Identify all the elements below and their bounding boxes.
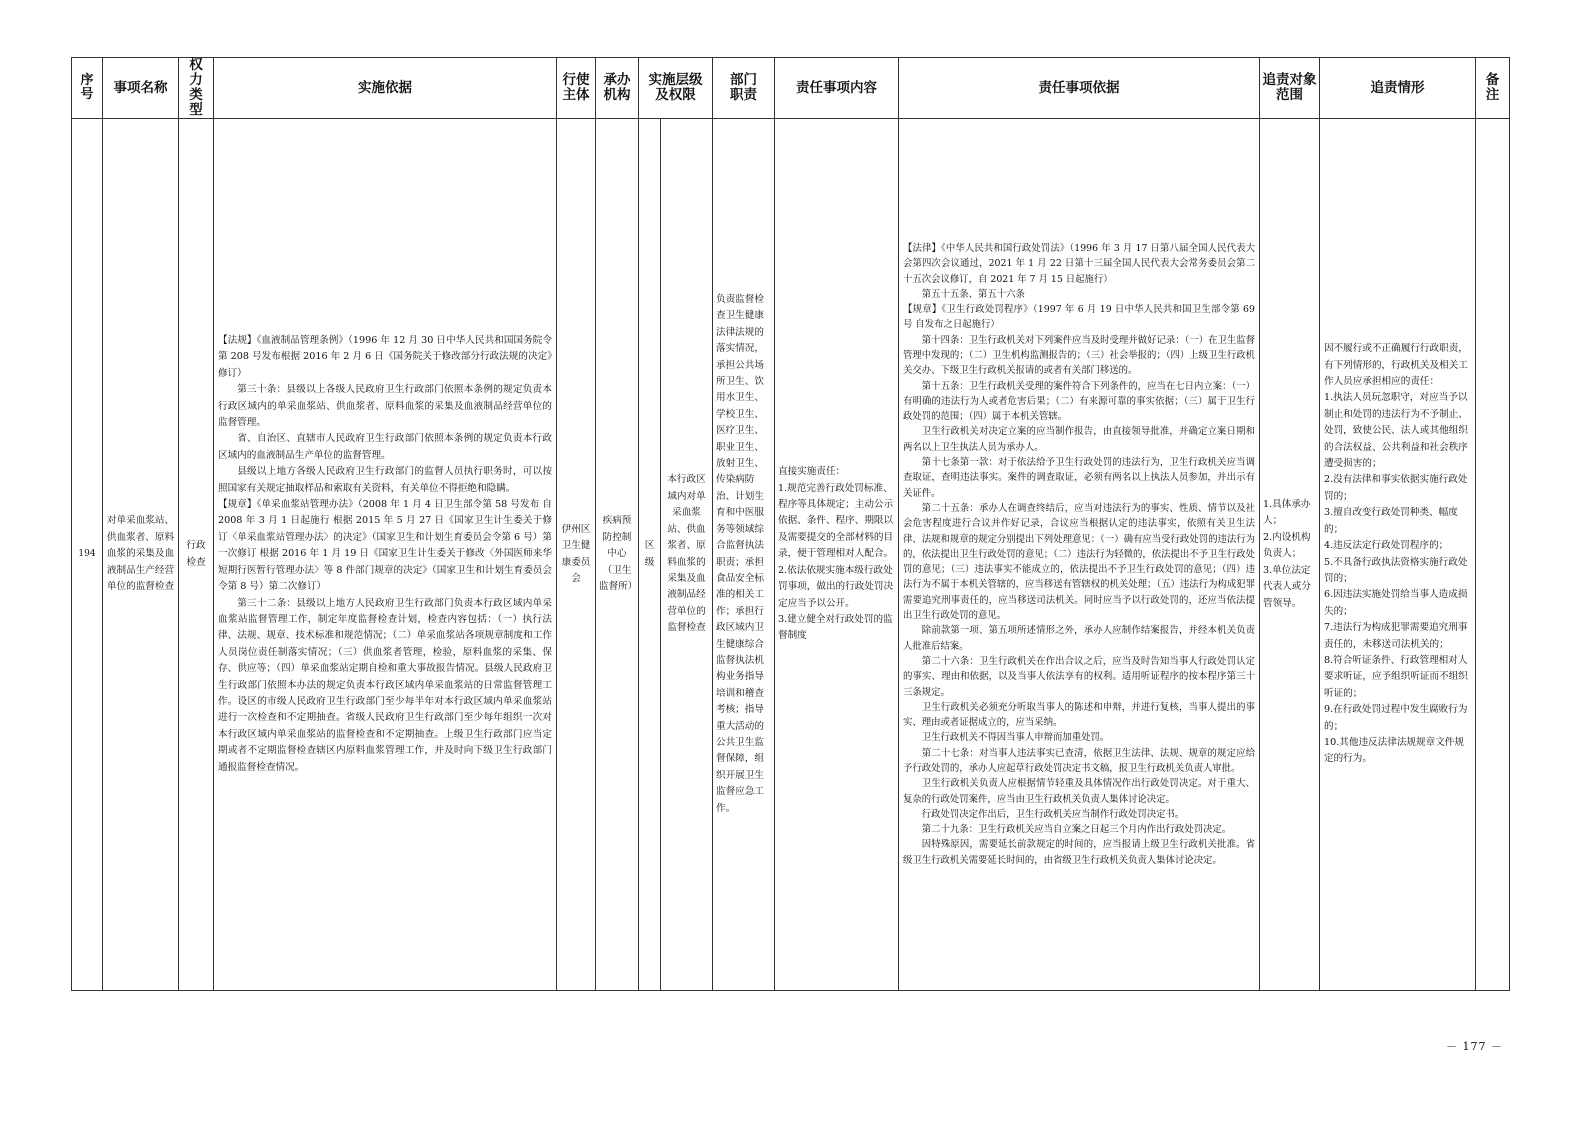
penalty-line: 7.违法行为构成犯罪需要追究刑事责任的，未移送司法机关的； (1324, 622, 1468, 650)
row-authority: 本行政区域内对单采血浆站、供血浆者、原料血浆的采集及血液制品经营单位的监督检查 (661, 119, 713, 991)
row-subject: 伊州区卫生健康委员会 (557, 119, 596, 991)
scope-line: 3.单位法定代表人或分管领导。 (1263, 564, 1311, 609)
header-name: 事项名称 (103, 58, 179, 119)
resp-basis-paragraph: 卫生行政机关对决定立案的应当制作报告，由直接领导批准，并确定立案日期和两名以上卫生执法人员为承办人。 (903, 426, 1255, 453)
header-resp-basis: 责任事项依据 (899, 58, 1260, 119)
resp-basis-paragraph: 卫生行政机关必须充分听取当事人的陈述和申辩，并进行复核，当事人提出的事实、理由或者证据成立的，应当采纳。 (903, 701, 1255, 729)
scope-line: 2.内设机构负责人； (1263, 531, 1311, 560)
header-duty: 部门职责 (713, 58, 775, 119)
resp-basis-paragraph: 卫生行政机关负责人应根据情节轻重及具体情况作出行政处罚决定。对于重大、复杂的行政处罚案件，应当由卫生行政机关负责人集体讨论决定。 (903, 778, 1255, 805)
basis-paragraph: 第三十二条：县级以上地方人民政府卫生行政部门负责本行政区域内单采血浆站监督管理工作，制定年度监督检查计划，检查内容包括：（一）执行法律、法规、规章、技术标准和规范情况；（二）单采血浆站各项规章制度和工作人员岗位责任制落实情况；（三）供血浆者管理，检验，原料血浆的采集、保存、供应等；（四）单采血浆站定期自检和重大事故报告情况。县级人民政府卫生行政部门依照本办法的规定负责本行政区域内单采血浆站的日常监督管理工作。设区的市级人民政府卫生行政部门至少每半年对本行政区域内单采血浆站进行一次检查和不定期抽查。省级人民政府卫生行政部门至少每年组织一次对本行政区域内单采血浆站的监督检查和不定期抽查。上级卫生行政部门应当定期或者不定期监督检查辖区内原料血浆管理工作，并及时向下级卫生行政部门通报监督检查情况。 (218, 597, 552, 773)
row-remark (1476, 119, 1510, 991)
row-power-type: 行政检查 (179, 119, 214, 991)
penalty-line: 2.没有法律和事实依据实施行政处罚的； (1324, 474, 1468, 502)
resp-basis-paragraph: 因特殊原因，需要延长前款规定的时间的，应当报请上级卫生行政机关批准。省级卫生行政机关需要延长时间的，由省级卫生行政机关负责人集体讨论决定。 (903, 839, 1255, 866)
resp-basis-paragraph: 行政处罚决定作出后，卫生行政机关应当制作行政处罚决定书。 (921, 808, 1185, 820)
scope-line: 1.具体承办人； (1263, 499, 1311, 527)
penalty-line: 3.擅自改变行政处罚种类、幅度的； (1324, 507, 1458, 535)
row-penalty (1320, 119, 1476, 991)
header-resp: 责任事项内容 (775, 58, 899, 119)
header-subject: 行使主体 (557, 58, 596, 119)
header-scope: 追责对象范围 (1260, 58, 1320, 119)
row-name: 对单采血浆站、供血浆者、原料血浆的采集及血液制品生产经营单位的监督检查 (103, 119, 179, 991)
table-row (72, 119, 1510, 991)
basis-paragraph: 第三十条：县级以上各级人民政府卫生行政部门依照本条例的规定负责本行政区域内的单采血浆站、供血浆者、原料血浆的采集及血液制品经营单位的监督管理。 (218, 384, 552, 429)
header-power-type: 权力类型 (179, 58, 214, 119)
resp-basis-paragraph: 【规章】《卫生行政处罚程序》（1997 年 6 月 19 日中华人民共和国卫生部令第 69 号 自发布之日起施行） (903, 304, 1255, 331)
header-level: 实施层级及权限 (639, 58, 713, 119)
header-row (72, 58, 1510, 119)
resp-basis-paragraph: 第二十五条：承办人在调查终结后，应当对违法行为的事实、性质、情节以及社会危害程度进行合议并作好记录，合议应当根据认定的违法事实，依照有关卫生法律、法规和规章的规定分别提出下列处理意见：（一）确有应当受行政处罚的违法行为的，依法提出卫生行政处罚的意见；（二）违法行为轻微的，依法提出不予卫生行政处罚的意见；（三）违法事实不能成立的，依法提出不予卫生行政处罚的意见；（四）违法行为不属于本机关管辖的，应当移送有管辖权的机关处理；（五）违法行为构成犯罪需要追究刑事责任的，应当移送司法机关。同时应当予以行政处罚的，还应当依法提出卫生行政处罚的意见。 (903, 502, 1255, 622)
resp-basis-paragraph: 【法律】《中华人民共和国行政处罚法》（1996 年 3 月 17 日第八届全国人民代表大会第四次会议通过，2021 年 1 月 22 日第十三届全国人民代表大会常务委员会第二十五次会议修订，自 2021 年 7 月 15 日起施行） (903, 242, 1255, 285)
resp-basis-paragraph: 第二十九条：卫生行政机关应当自立案之日起三个月内作出行政处罚决定。 (921, 824, 1232, 836)
penalty-line: 8.符合听证条件、行政管理相对人要求听证，应予组织听证而不组织听证的； (1324, 654, 1468, 699)
resp-basis-paragraph: 卫生行政机关不得因当事人申辩而加重处罚。 (921, 732, 1110, 744)
penalty-line: 6.因违法实施处罚给当事人造成损失的； (1324, 589, 1468, 617)
row-resp-basis (899, 119, 1260, 991)
header-seq: 序号 (72, 58, 103, 119)
penalty-line: 4.违反法定行政处罚程序的； (1324, 540, 1449, 552)
row-level: 区级 (639, 119, 661, 991)
resp-basis-paragraph: 第十五条：卫生行政机关受理的案件符合下列条件的，应当在七日内立案：（一）有明确的违法行为人或者危害后果；（二）有来源可靠的事实依据；（三）属于卫生行政处罚的范围；（四）属于本机关管辖。 (903, 380, 1255, 423)
row-scope (1260, 119, 1320, 991)
header-penalty: 追责情形 (1320, 58, 1476, 119)
page-number: － 177 － (1446, 1040, 1503, 1053)
resp-basis-paragraph: 第二十七条：对当事人违法事实已查清，依据卫生法律、法规、规章的规定应给予行政处罚的，承办人应起草行政处罚决定书文稿，报卫生行政机关负责人审批。 (903, 747, 1255, 774)
resp-basis-paragraph: 第十四条：卫生行政机关对下列案件应当及时受理并做好记录：（一）在卫生监督管理中发现的；（二）卫生机构监测报告的；（三）社会举报的；（四）上级卫生行政机关交办、下级卫生行政机关报请的或者有关部门移送的。 (903, 334, 1255, 377)
power-list-table (71, 57, 1510, 991)
resp-basis-paragraph: 除前款第一项、第五项所述情形之外，承办人应制作结案报告，并经本机关负责人批准后结案。 (903, 625, 1255, 652)
resp-basis-paragraph: 第五十五条、第五十六条 (921, 288, 1025, 300)
penalty-line: 5.不具备行政执法资格实施行政处罚的； (1324, 556, 1468, 584)
basis-paragraph: 【法规】《血液制品管理条例》（1996 年 12 月 30 日中华人民共和国国务院令第 208 号发布根据 2016 年 2 月 6 日《国务院关于修改部分行政法规的决定》修订） (218, 335, 552, 379)
header-basis: 实施依据 (214, 58, 557, 119)
resp-line: 1.规范完善行政处罚标准、程序等具体规定；主动公示依据、条件、程序、期限以及需要提交的全部材料的目录，便于管理相对人配合。 (778, 482, 894, 560)
resp-line: 直接实施责任： (778, 466, 846, 478)
resp-basis-paragraph: 第十七条第一款：对于依法给予卫生行政处罚的违法行为，卫生行政机关应当调查取证，查明违法事实。案件的调查取证，必须有两名以上执法人员参加，并出示有关证件。 (903, 457, 1255, 499)
header-remark: 备注 (1476, 58, 1510, 119)
resp-line: 2.依法依规实施本级行政处罚事项，做出的行政处罚决定应当予以公开。 (778, 564, 894, 609)
basis-paragraph: 【规章】《单采血浆站管理办法》（2008 年 1 月 4 日卫生部令第 58 号发布 自 2008 年 3 月 1 日起施行 根据 2015 年 5 月 27 日《国家卫生计生委关于修订〈单采血浆站管理办法〉的决定》（国家卫生和计划生育委员会令第 6 号）第一次修订 根据 2016 年 1 月 19 日《国家卫生计生委关于修改〈外国医师来华短期行医暂行管理办法〉等 8 件部门规章的决定》（国家卫生和计划生育委员会令第 8 号）第二次修订） (218, 499, 552, 593)
penalty-line: 1.执法人员玩忽职守，对应当予以制止和处罚的违法行为不予制止、处罚，致使公民、法人或其他组织的合法权益、公共利益和社会秩序遭受损害的； (1324, 392, 1468, 470)
row-duty: 负责监督检查卫生健康法律法规的落实情况，承担公共场所卫生、饮用水卫生、学校卫生、医疗卫生、职业卫生、放射卫生、传染病防治、计划生育和中医服务等领域综合监督执法职责；承担食品安全标准的相关工作；承担行政区域内卫生健康综合监督执法机构业务指导培训和稽查考核；指导重大活动的公共卫生监督保障，组织开展卫生监督应急工作。 (713, 119, 775, 991)
row-basis (214, 119, 557, 991)
resp-basis-paragraph: 第二十六条：卫生行政机关在作出合议之后，应当及时告知当事人行政处罚认定的事实、理由和依据，以及当事人依法享有的权利。适用听证程序的按本程序第三十三条规定。 (903, 655, 1255, 698)
row-resp (775, 119, 899, 991)
penalty-line: 因不履行或不正确履行行政职责，有下列情形的，行政机关及相关工作人员应承担相应的责任： (1324, 343, 1468, 388)
resp-line: 3.建立健全对行政处罚的监督制度 (778, 613, 893, 642)
penalty-line: 9.在行政处罚过程中发生腐败行为的； (1324, 704, 1468, 732)
row-org: 疾病预防控制中心（卫生监督所） (596, 119, 639, 991)
header-org: 承办机构 (596, 58, 639, 119)
basis-paragraph: 县级以上地方各级人民政府卫生行政部门的监督人员执行职务时，可以按照国家有关规定抽取样品和索取有关资料，有关单位不得拒绝和隐瞒。 (218, 466, 552, 494)
row-seq: 194 (72, 119, 103, 991)
basis-paragraph: 省、自治区、直辖市人民政府卫生行政部门依照本条例的规定负责本行政区域内的血液制品生产单位的监督管理。 (218, 433, 552, 461)
penalty-line: 10.其他违反法律法规规章文件规定的行为。 (1324, 736, 1464, 765)
